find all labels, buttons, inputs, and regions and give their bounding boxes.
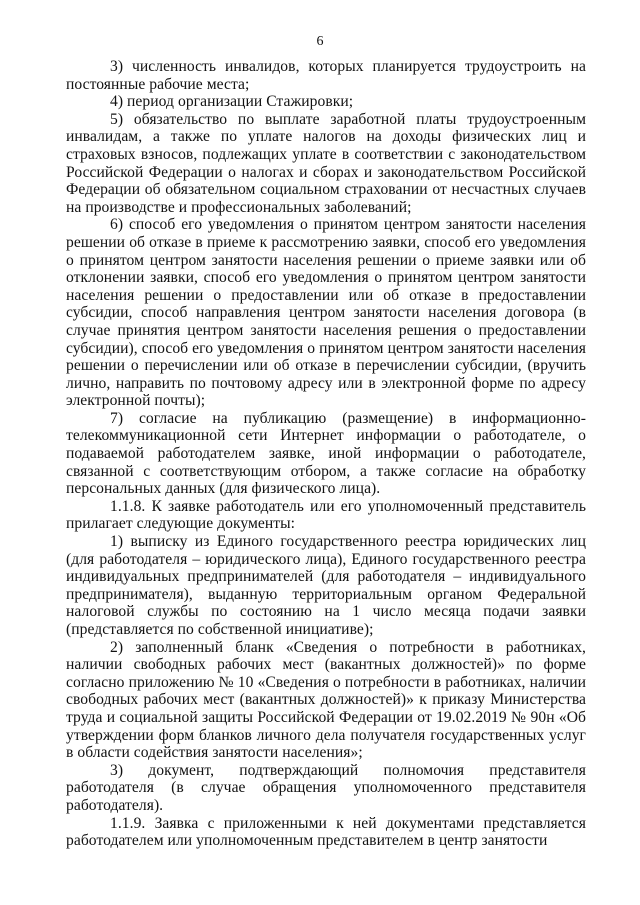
paragraph-document-2: 2) заполненный бланк «Сведения о потребности в работниках, наличии свободных рабочих мест (вакантных должностей)» по форме согласно приложению № 10 «Сведения о потребности в работниках, наличии свободных рабочих мест (вакантных должностей)» к приказу Министерства труда и социальной защиты Российской Федерации от 19.02.2019 № 90н «Об утверждении форм бланков личного дела получателя государственных услуг в области содействия занятости населения»; (66, 638, 586, 762)
paragraph-item-7: 7) согласие на публикацию (размещение) в информационно-телекоммуникационной сети Интернет информации о работодателе, о подаваемой работодателем заявке, иной информации о работодателе, связанной с соответствующим отбором, а также согласие на обработку персональных данных (для физического лица). (66, 409, 586, 498)
document-body (66, 58, 586, 850)
paragraph-document-3: 3) документ, подтверждающий полномочия представителя работодателя (в случае обращения уполномоченного представителя работодателя). (66, 761, 586, 814)
paragraph-document-1: 1) выписку из Единого государственного реестра юридических лиц (для работодателя – юридического лица), Единого государственного реестра индивидуальных предпринимателей (для работодателя – индивидуального предпринимателя), выданную территориальным органом Федеральной налоговой службы по состоянию на 1 число месяца подачи заявки (представляется по собственной инициативе); (66, 533, 586, 638)
paragraph-item-4: 4) период организации Стажировки; (110, 93, 354, 111)
page-number: 6 (316, 34, 324, 49)
paragraph-item-3: 3) численность инвалидов, которых планируется трудоустроить на постоянные рабочие места; (66, 58, 586, 93)
paragraph-item-5: 5) обязательство по выплате заработной платы трудоустроенным инвалидам, а также по уплате налогов на доходы физических лиц и страховых взносов, подлежащих уплате в соответствии с законодательством Российской Федерации о налогах и сборах и законодательством Российской Федерации об обязательном социальном страховании от несчастных случаев на производстве и профессиональных заболеваний; (66, 110, 586, 216)
paragraph-item-6: 6) способ его уведомления о принятом центром занятости населения решении об отказе в приеме к рассмотрению заявки, способ его уведомления о принятом центром занятости населения решении о приеме заявки или об отклонении заявки, способ его уведомления о принятом центром занятости населения решении о предоставлении или об отказе в предоставлении субсидии, способ направления центром занятости населения договора (в случае принятия центром занятости населения решения о предоставлении субсидии), способ его уведомления о принятом центром занятости населения решении о перечислении или об отказе в перечислении субсидии, (вручить лично, направить по почтовому адресу или в электронной форме по адресу электронной почты); (66, 216, 586, 410)
paragraph-section-1-1-9: 1.1.9. Заявка с приложенными к ней документами представляется работодателем или уполномоченным представителем в центр занятости (66, 814, 586, 850)
paragraph-section-1-1-8: 1.1.8. К заявке работодатель или его уполномоченный представитель прилагает следующие документы: (66, 497, 586, 533)
